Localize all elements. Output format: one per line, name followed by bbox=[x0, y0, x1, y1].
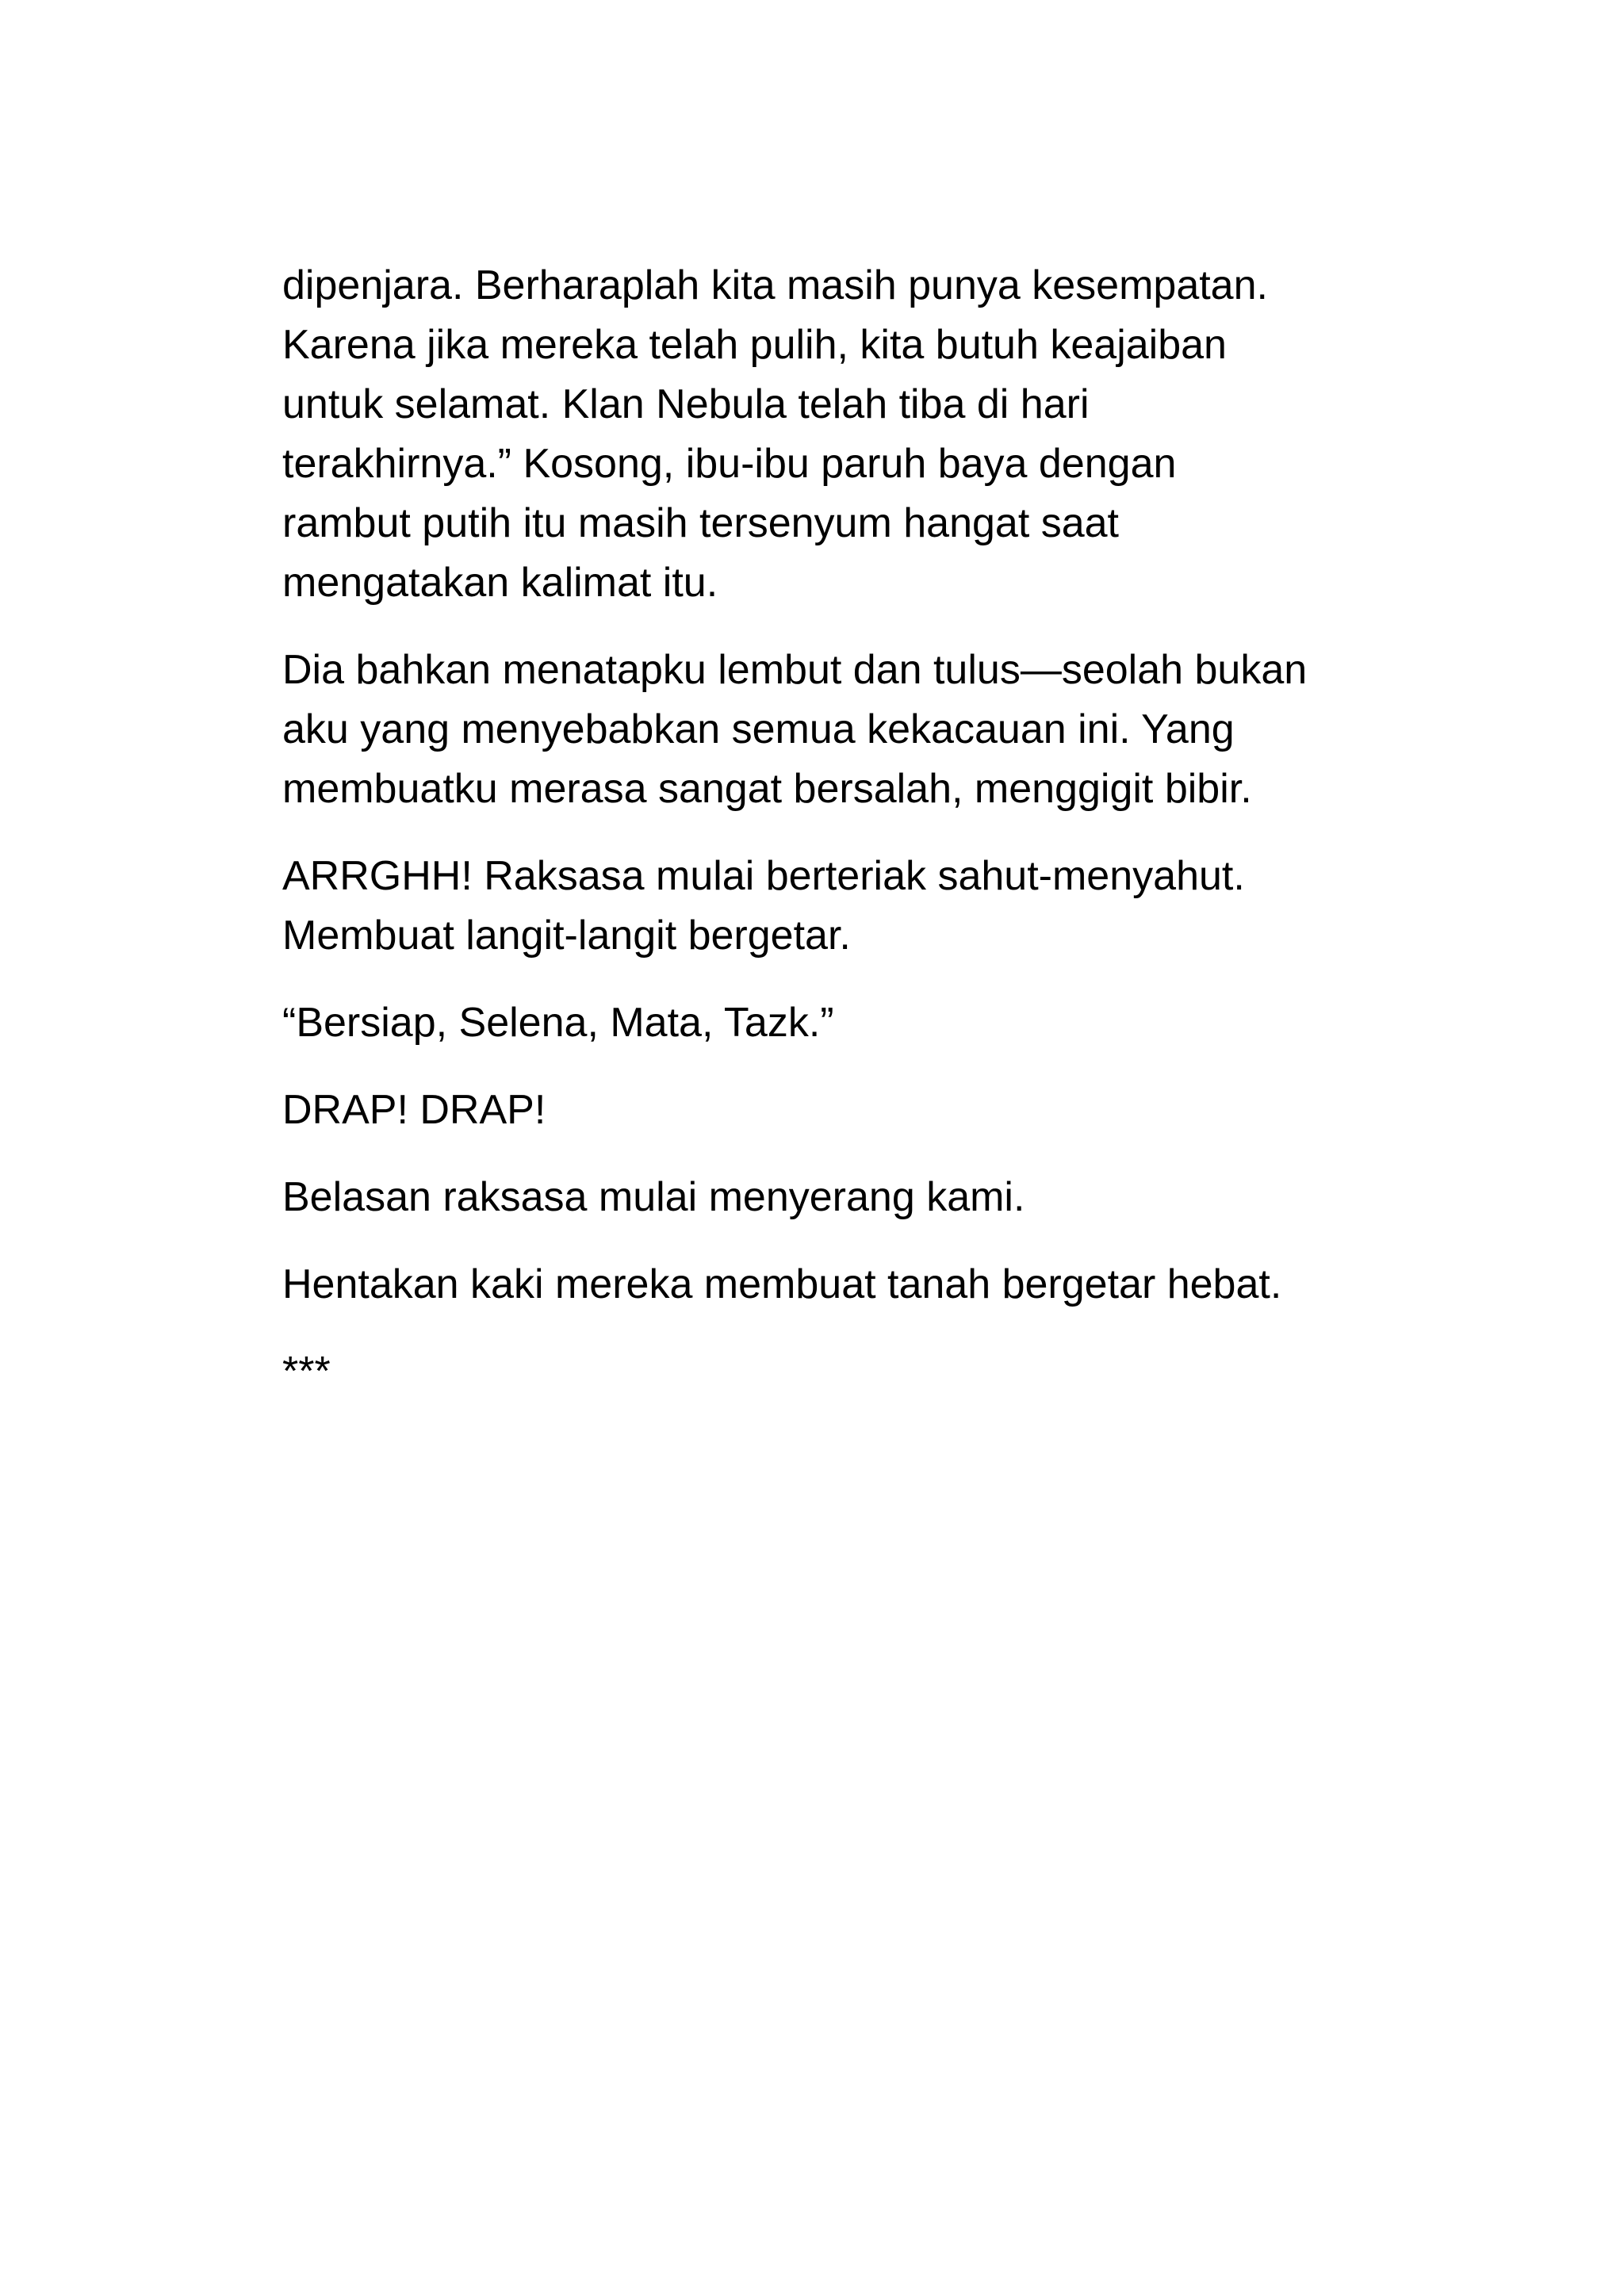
text-line: Dia bahkan menatapku lembut dan tulus—seolah bukan bbox=[282, 647, 1308, 693]
paragraph-6 bbox=[282, 1168, 1377, 1227]
text-line: mengatakan kalimat itu. bbox=[282, 560, 718, 606]
paragraph-7 bbox=[282, 1255, 1377, 1314]
page-body bbox=[282, 256, 1377, 1402]
text-line: Belasan raksasa mulai menyerang kami. bbox=[282, 1174, 1025, 1220]
text-line: ARRGHH! Raksasa mulai berteriak sahut-menyahut. bbox=[282, 853, 1245, 899]
paragraph-3 bbox=[282, 847, 1377, 966]
paragraph-1 bbox=[282, 256, 1377, 613]
text-line: Karena jika mereka telah pulih, kita butuh keajaiban bbox=[282, 322, 1227, 368]
text-line: dipenjara. Berharaplah kita masih punya kesempatan. bbox=[282, 262, 1268, 308]
scene-break bbox=[282, 1342, 1377, 1402]
paragraph-2 bbox=[282, 641, 1377, 819]
paragraph-5 bbox=[282, 1081, 1377, 1140]
text-line: terakhirnya.” Kosong, ibu-ibu paruh baya dengan bbox=[282, 441, 1177, 487]
text-line: Hentakan kaki mereka membuat tanah bergetar hebat. bbox=[282, 1261, 1282, 1307]
text-line: membuatku merasa sangat bersalah, menggigit bibir. bbox=[282, 766, 1252, 812]
text-line: rambut putih itu masih tersenyum hangat saat bbox=[282, 500, 1120, 546]
scene-break-marker: *** bbox=[282, 1349, 331, 1395]
text-line: untuk selamat. Klan Nebula telah tiba di hari bbox=[282, 381, 1090, 427]
text-line: “Bersiap, Selena, Mata, Tazk.” bbox=[282, 1000, 834, 1046]
paragraph-4 bbox=[282, 993, 1377, 1053]
text-line: DRAP! DRAP! bbox=[282, 1087, 546, 1133]
text-line: aku yang menyebabkan semua kekacauan ini. Yang bbox=[282, 706, 1235, 752]
text-line: Membuat langit-langit bergetar. bbox=[282, 913, 851, 959]
